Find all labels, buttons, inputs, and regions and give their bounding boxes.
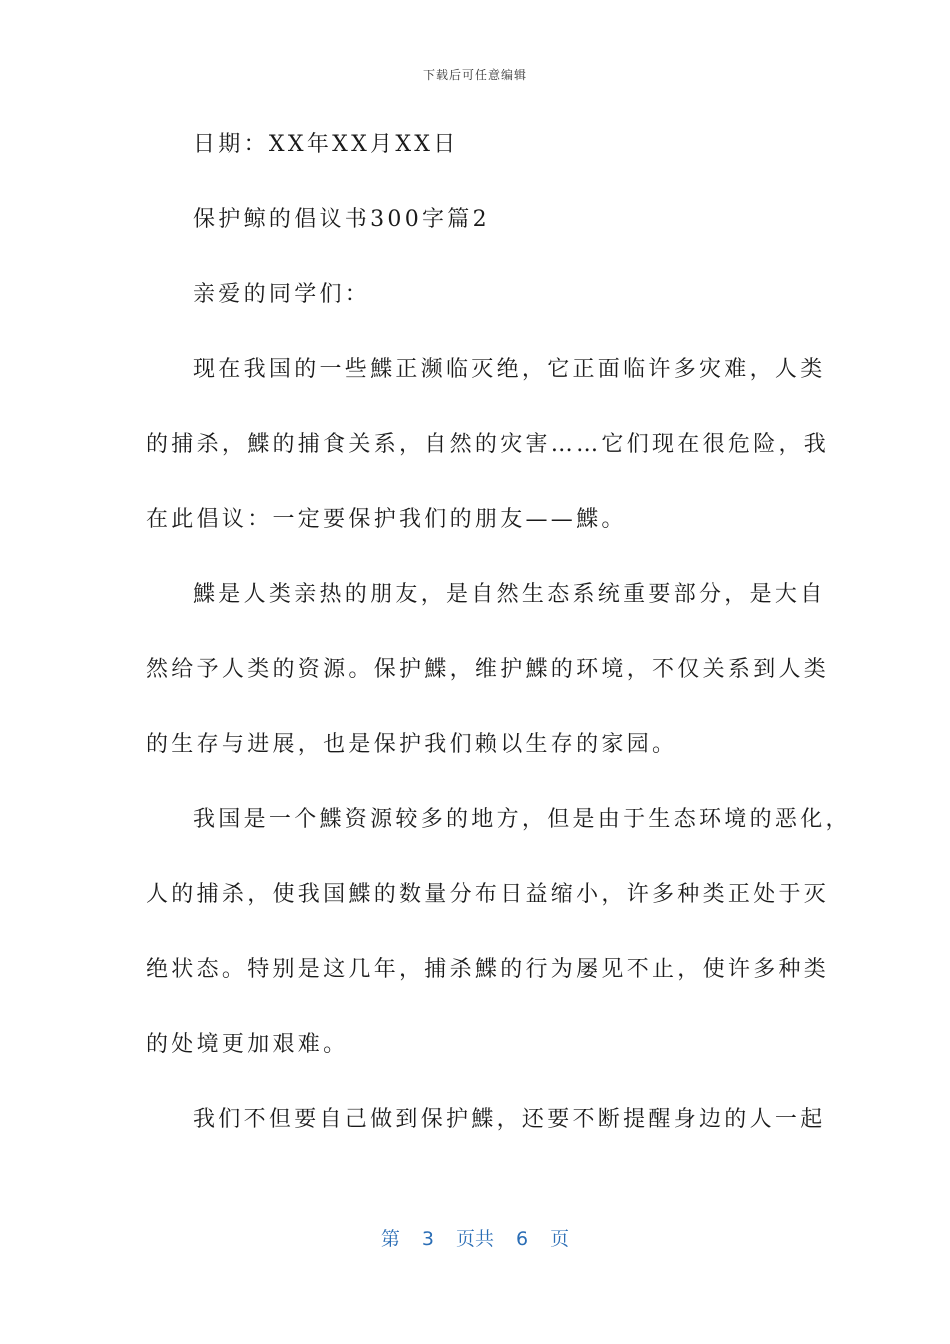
paragraph-line: 我们不但要自己做到保护鰈，还要不断提醒身边的人一起 <box>193 1107 826 1132</box>
paragraph-line: 绝状态。特别是这几年，捕杀鰈的行为屡见不止，使许多种类 <box>146 957 830 982</box>
document-body <box>146 120 851 1170</box>
paragraph-line: 鰈是人类亲热的朋友，是自然生态系统重要部分，是大自 <box>193 582 826 607</box>
section-title: 保护鲸的倡议书300字篇2 <box>193 207 490 232</box>
total-pages-number: 6 <box>516 1228 529 1250</box>
footer-middle: 页共 <box>455 1228 494 1250</box>
paragraph-line: 的捕杀，鰈的捕食关系，自然的灾害……它们现在很危险，我 <box>146 432 830 457</box>
date-line: 日期：XX年XX月XX日 <box>193 132 459 157</box>
paragraph-line: 在此倡议：一定要保护我们的朋友——鰈。 <box>146 507 627 532</box>
footer-prefix: 第 <box>380 1228 400 1250</box>
page-footer <box>0 1224 950 1251</box>
paragraph-line: 的处境更加艰难。 <box>146 1032 349 1057</box>
salutation: 亲爱的同学们： <box>193 282 371 307</box>
current-page-number: 3 <box>421 1228 434 1250</box>
paragraph-line: 的生存与进展，也是保护我们赖以生存的家园。 <box>146 732 678 757</box>
page-header-note: 下载后可任意编辑 <box>422 68 527 82</box>
footer-suffix: 页 <box>550 1228 570 1250</box>
paragraph-line: 人的捕杀，使我国鰈的数量分布日益缩小，许多种类正处于灭 <box>146 882 830 907</box>
paragraph-line: 然给予人类的资源。保护鰈，维护鰈的环境，不仅关系到人类 <box>146 657 830 682</box>
paragraph-line: 现在我国的一些鰈正濒临灭绝，它正面临许多灾难，人类 <box>193 357 826 382</box>
paragraph-line: 我国是一个鰈资源较多的地方，但是由于生态环境的恶化， <box>193 807 851 832</box>
